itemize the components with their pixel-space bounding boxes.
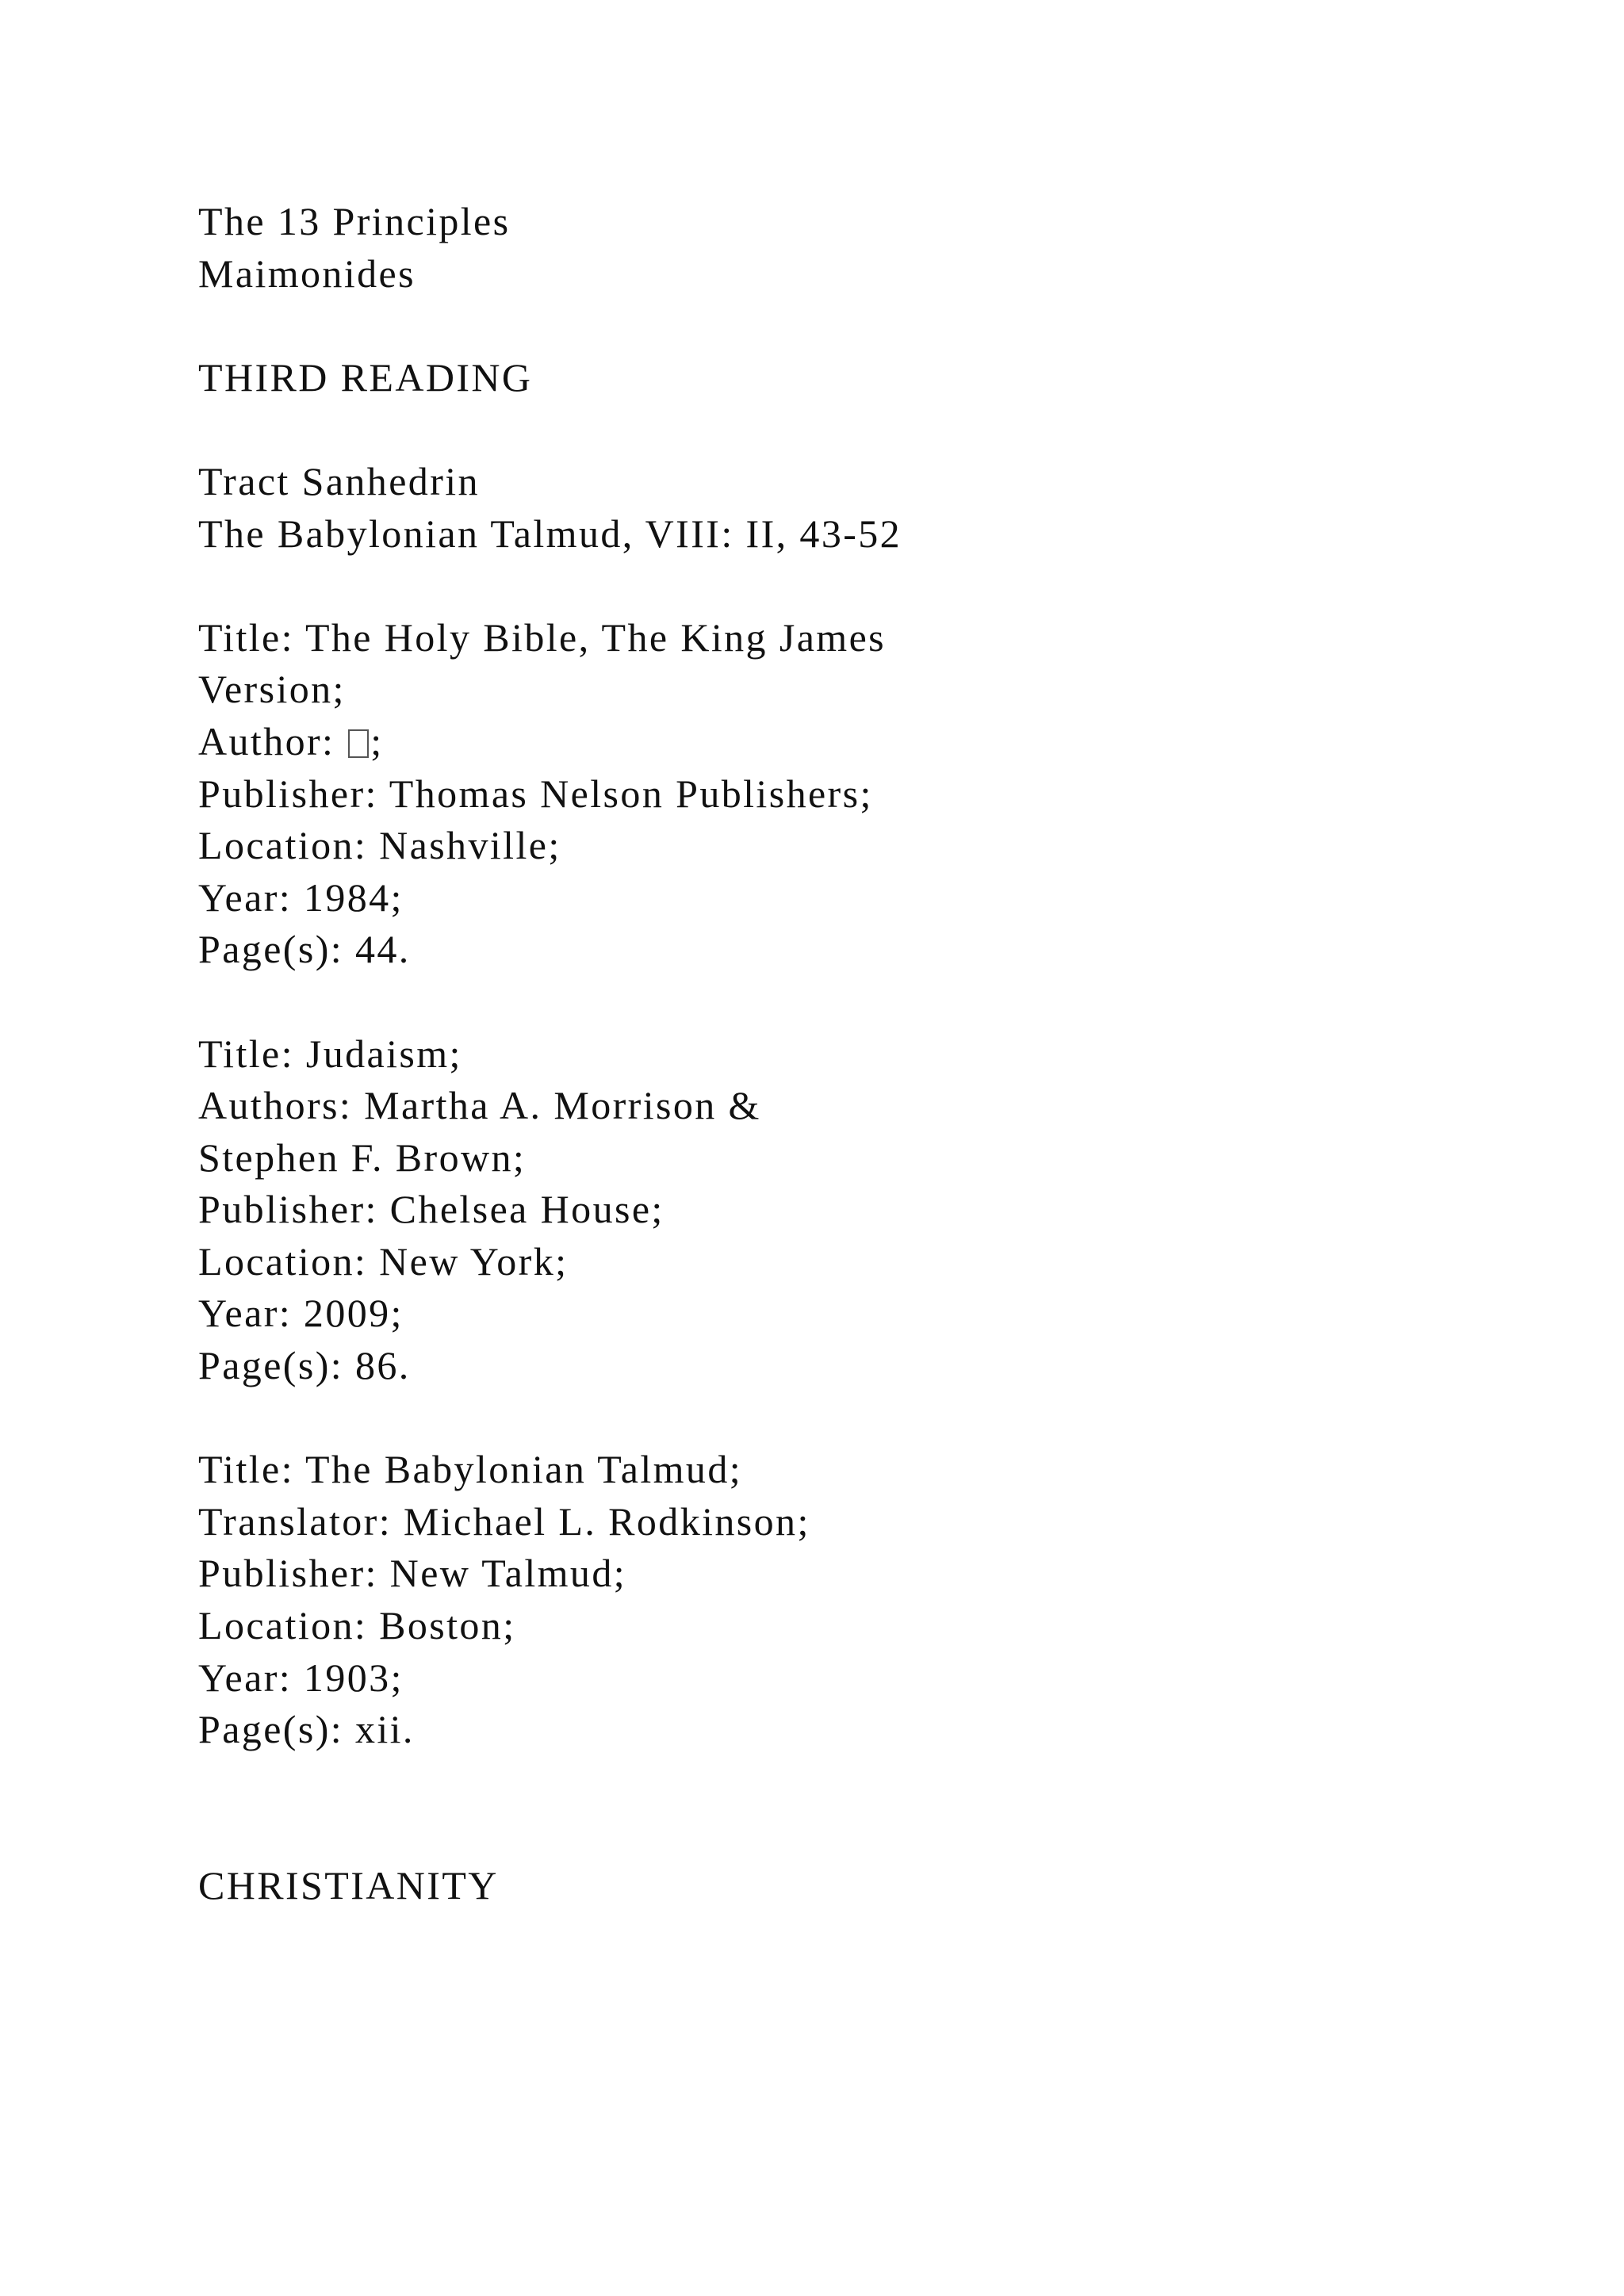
ref-year: Year: 2009;: [198, 1291, 404, 1336]
blank-lines: [198, 1756, 1546, 1860]
ref-year: Year: 1903;: [198, 1655, 404, 1700]
ref-pages: Page(s): 44.: [198, 927, 411, 972]
principles-author: Maimonides: [198, 251, 416, 296]
ref-author: [198, 716, 1546, 768]
blank-line: [198, 404, 1546, 456]
tract-source: The Babylonian Talmud, VIII: II, 43-52: [198, 511, 902, 556]
ref-author-suffix: ;: [370, 718, 384, 763]
ref-title: Title: Judaism;: [198, 1031, 462, 1076]
blank-line: [198, 300, 1546, 352]
ref-title-line-1: Title: The Holy Bible, The King James: [198, 614, 887, 660]
reference-entry-bible: [198, 612, 1546, 976]
section-heading-christianity: CHRISTIANITY: [198, 1863, 499, 1908]
ref-authors-line-1: Authors: Martha A. Morrison &: [198, 1083, 761, 1128]
ref-authors-line-2: Stephen F. Brown;: [198, 1135, 527, 1180]
ref-pages: Page(s): xii.: [198, 1707, 415, 1752]
ref-location: Location: New York;: [198, 1238, 569, 1284]
ref-publisher: Publisher: New Talmud;: [198, 1551, 627, 1596]
ref-translator: Translator: Michael L. Rodkinson;: [198, 1498, 810, 1544]
ref-location: Location: Boston;: [198, 1603, 516, 1648]
ref-pages: Page(s): 86.: [198, 1343, 411, 1388]
ref-publisher: Publisher: Thomas Nelson Publishers;: [198, 771, 873, 816]
blank-line: [198, 1392, 1546, 1445]
reference-entry-talmud: [198, 1444, 1546, 1756]
reference-entry-judaism: [198, 1028, 1546, 1392]
document-body: [198, 196, 1546, 1912]
section-heading-third-reading: THIRD READING: [198, 354, 533, 400]
ref-year: Year: 1984;: [198, 874, 404, 920]
blank-line: [198, 976, 1546, 1028]
principles-title: The 13 Principles: [198, 199, 511, 243]
ref-author-prefix: Author:: [198, 718, 347, 763]
tract-title: Tract Sanhedrin: [198, 458, 480, 503]
ref-publisher: Publisher: Chelsea House;: [198, 1187, 665, 1232]
blank-line: [198, 560, 1546, 612]
ref-title: Title: The Babylonian Talmud;: [198, 1447, 743, 1492]
missing-glyph-icon: [348, 729, 369, 758]
ref-location: Location: Nashville;: [198, 823, 561, 868]
ref-title-line-2: Version;: [198, 667, 346, 712]
